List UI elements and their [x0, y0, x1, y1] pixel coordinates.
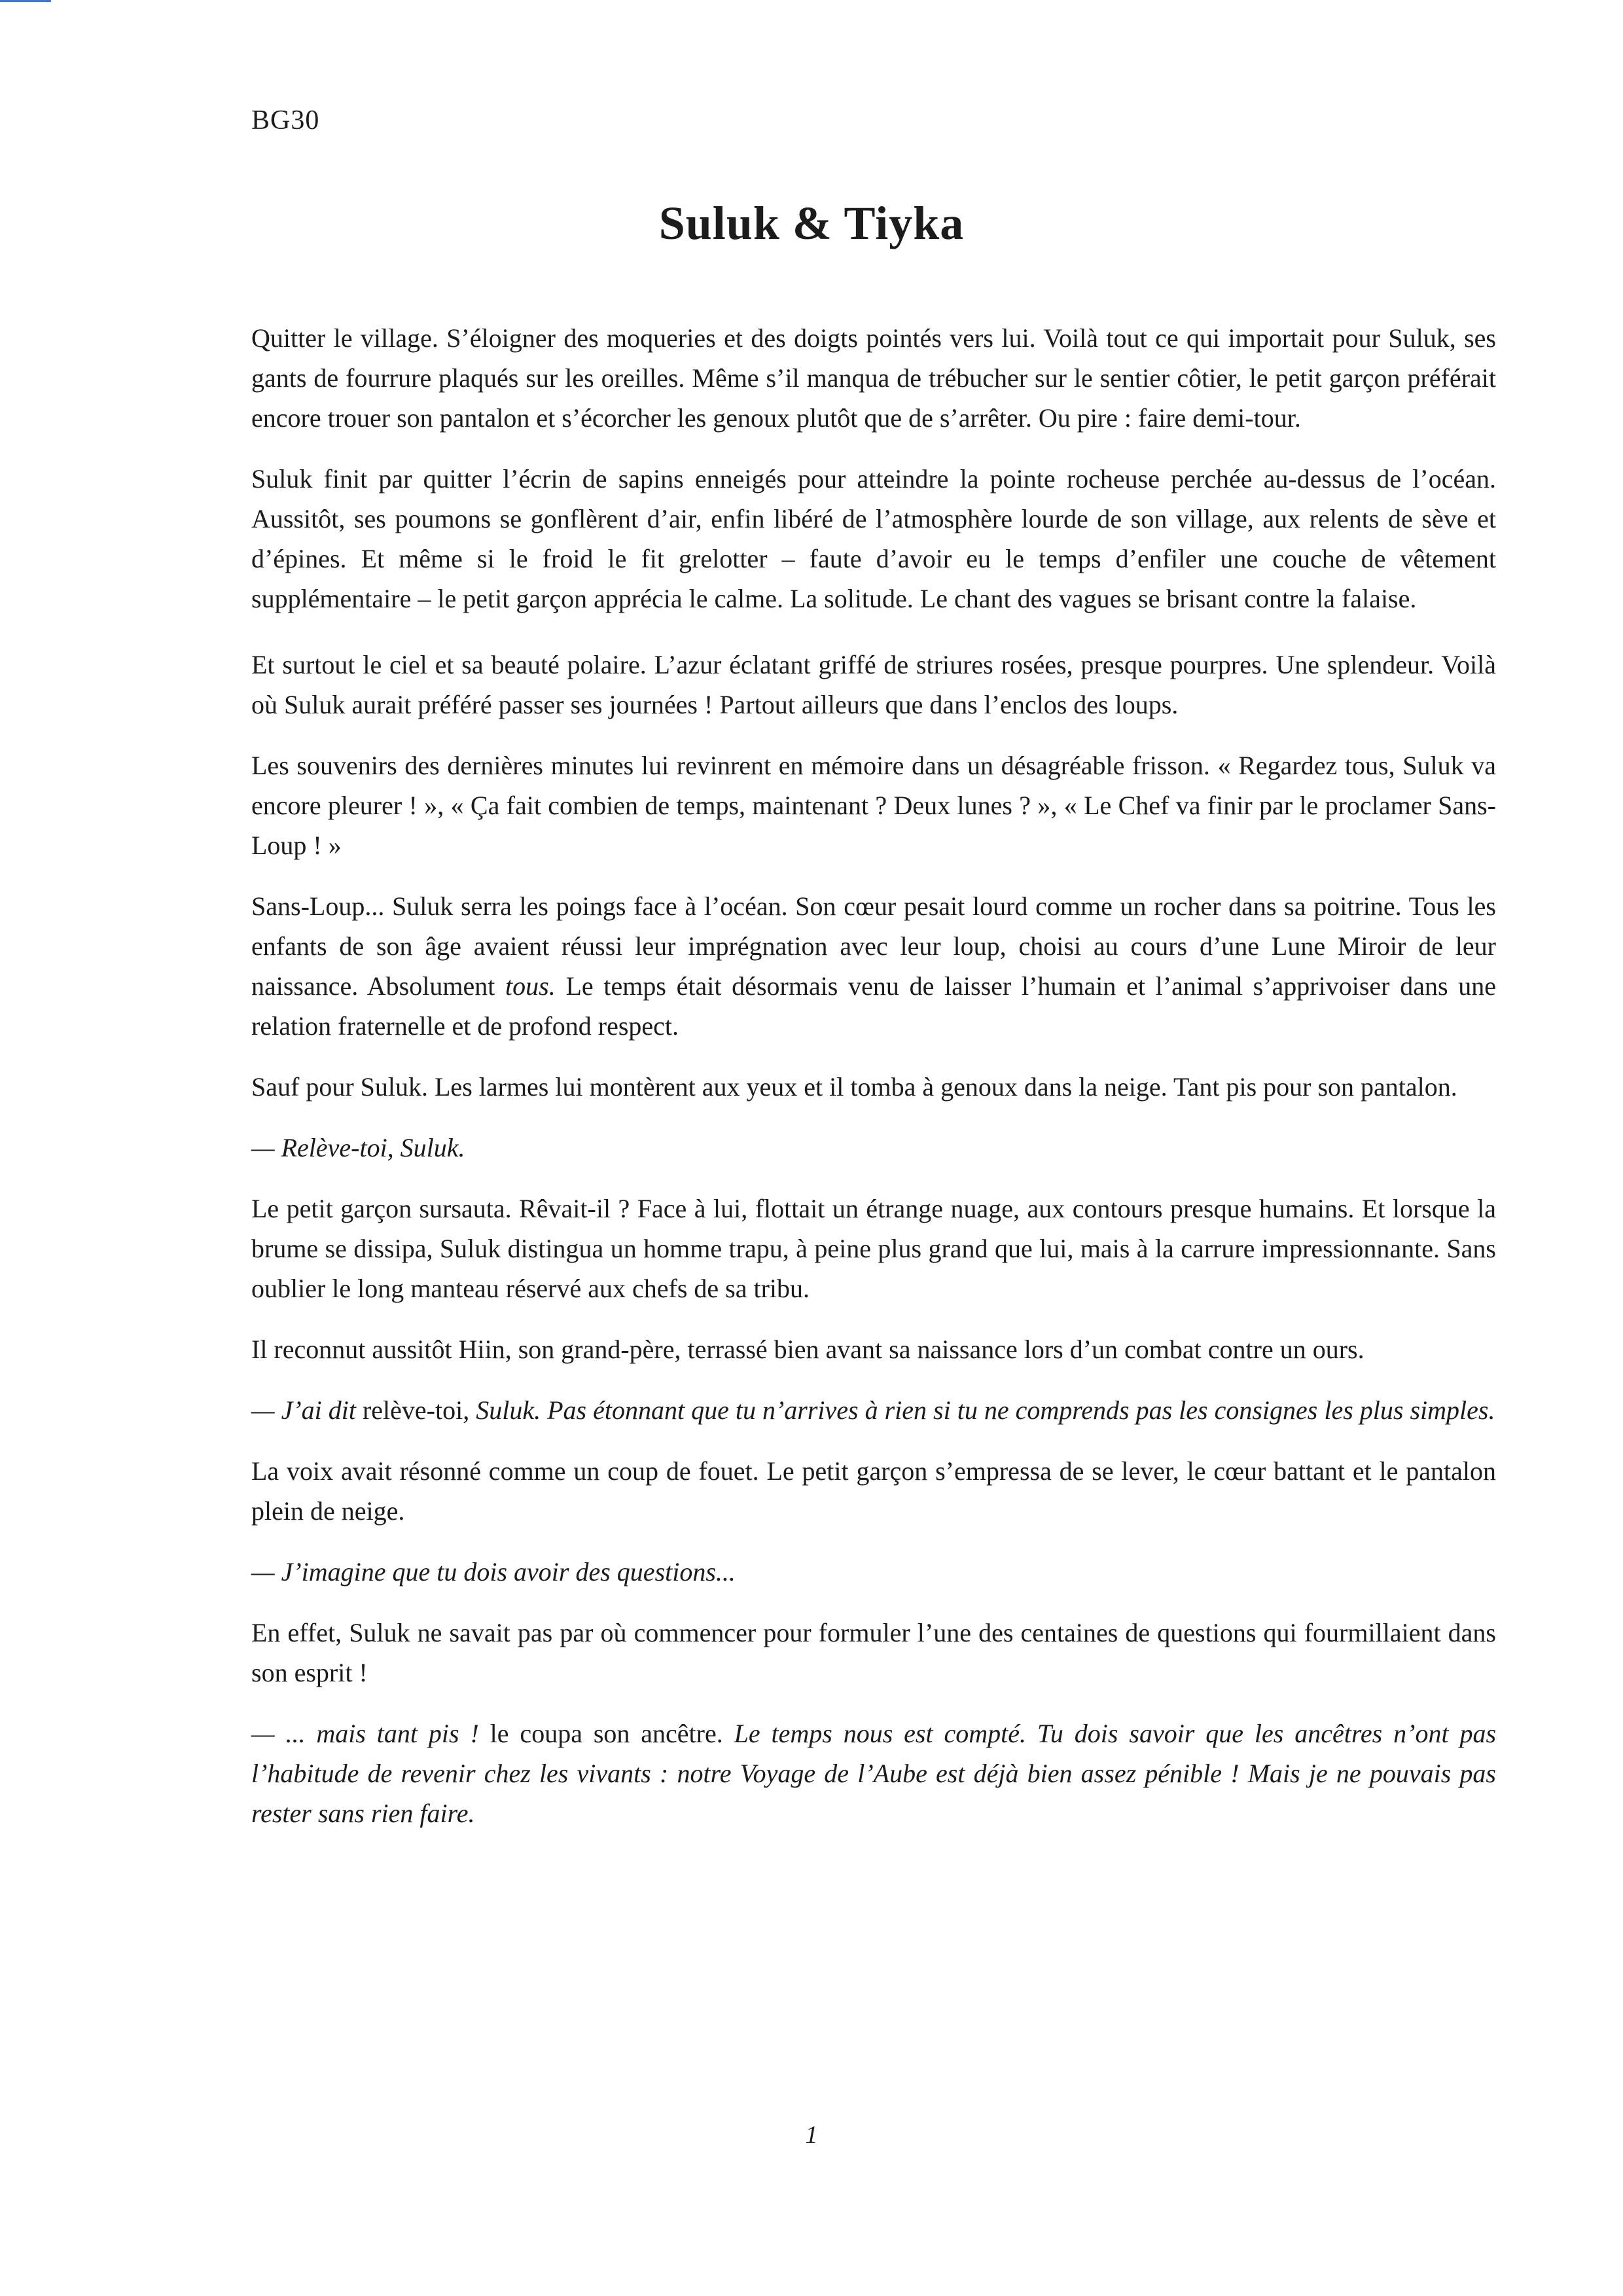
story-title: Suluk & Tiyka	[658, 197, 965, 249]
scan-corner-mark	[0, 0, 51, 2]
paragraph: Le petit garçon sursauta. Rêvait-il ? Face à lui, flottait un étrange nuage, aux contours presque humains. Et lorsque la brume se dissipa, Suluk distingua un homme trapu, à peine plus grand que lui, mais à la carrure impressionnante. Sans oublier le long manteau réservé aux chefs de sa tribu.	[251, 1194, 1496, 1303]
paragraph: Sauf pour Suluk. Les larmes lui montèrent aux yeux et il tomba à genoux dans la neige. Tant pis pour son pantalon.	[251, 1072, 1457, 1102]
text-run: Sans-Loup... Suluk serra les poings face à l’océan. Son cœur pesait lourd comme un rocher dans sa poitrine. Tous les enfants de son âge avaient réussi leur imprégnation avec leur loup, choisi au cours d’une Lune Miroir de leur naissance. Absolument	[251, 891, 1496, 1001]
text-run: Le temps était désormais venu de laisser l’humain et l’animal s’apprivoiser dans une relation fraternelle et de profond respect.	[251, 971, 1496, 1041]
emphasis: — J’ai dit	[251, 1395, 356, 1425]
document-reference: BG30	[251, 105, 320, 135]
dialogue-line	[251, 1713, 1496, 1833]
dialogue-line: — Relève-toi, Suluk.	[251, 1133, 465, 1162]
paragraph: En effet, Suluk ne savait pas par où commencer pour formuler l’une des centaines de questions qui fourmillaient dans son esprit !	[251, 1618, 1496, 1687]
emphasis: tous.	[505, 971, 556, 1001]
dialogue-line: — J’imagine que tu dois avoir des questions...	[251, 1557, 736, 1587]
emphasis: — ... mais tant pis !	[251, 1719, 479, 1748]
story-body	[251, 318, 1496, 1854]
paragraph: Et surtout le ciel et sa beauté polaire. L’azur éclatant griffé de striures rosées, presque pourpres. Une splendeur. Voilà où Suluk aurait préféré passer ses journées ! Partout ailleurs que dans l’enclos des loups.	[251, 650, 1496, 719]
emphasis: Le temps nous est compté. Tu dois savoir que les ancêtres n’ont pas l’habitude de revenir chez les vivants : notre Voyage de l’Aube est déjà bien assez pénible ! Mais je ne pouvais pas rester sans rien faire.	[251, 1719, 1497, 1828]
text-run: relève-toi,	[355, 1395, 476, 1425]
paragraph: La voix avait résonné comme un coup de fouet. Le petit garçon s’empressa de se lever, le cœur battant et le pantalon plein de neige.	[251, 1456, 1496, 1526]
page-number: 1	[805, 2121, 818, 2149]
emphasis: Suluk. Pas étonnant que tu n’arrives à rien si tu ne comprends pas les consignes les plus simples.	[476, 1395, 1495, 1425]
paragraph: Quitter le village. S’éloigner des moqueries et des doigts pointés vers lui. Voilà tout ce qui importait pour Suluk, ses gants de fourrure plaqués sur les oreilles. Même s’il manqua de trébucher sur le sentier côtier, le petit garçon préférait encore trouer son pantalon et s’écorcher les genoux plutôt que de s’arrêter. Ou pire : faire demi-tour.	[251, 323, 1496, 433]
paragraph	[251, 886, 1496, 1046]
dialogue-line	[251, 1390, 1496, 1430]
paragraph: Il reconnut aussitôt Hiin, son grand-père, terrassé bien avant sa naissance lors d’un combat contre un ours.	[251, 1335, 1364, 1364]
paragraph: Suluk finit par quitter l’écrin de sapins enneigés pour atteindre la pointe rocheuse perchée au-dessus de l’océan. Aussitôt, ses poumons se gonflèrent d’air, enfin libéré de l’atmosphère lourde de son village, aux relents de sève et d’épines. Et même si le froid le fit grelotter – faute d’avoir eu le temps d’enfiler une couche de vêtement supplémentaire – le petit garçon apprécia le calme. La solitude. Le chant des vagues se brisant contre la falaise.	[251, 464, 1496, 613]
text-run: le coupa son ancêtre.	[478, 1719, 734, 1748]
paragraph: Les souvenirs des dernières minutes lui revinrent en mémoire dans un désagréable frisson. « Regardez tous, Suluk va encore pleurer ! », « Ça fait combien de temps, maintenant ? Deux lunes ? », « Le Chef va finir par le proclamer Sans-Loup ! »	[251, 751, 1496, 860]
